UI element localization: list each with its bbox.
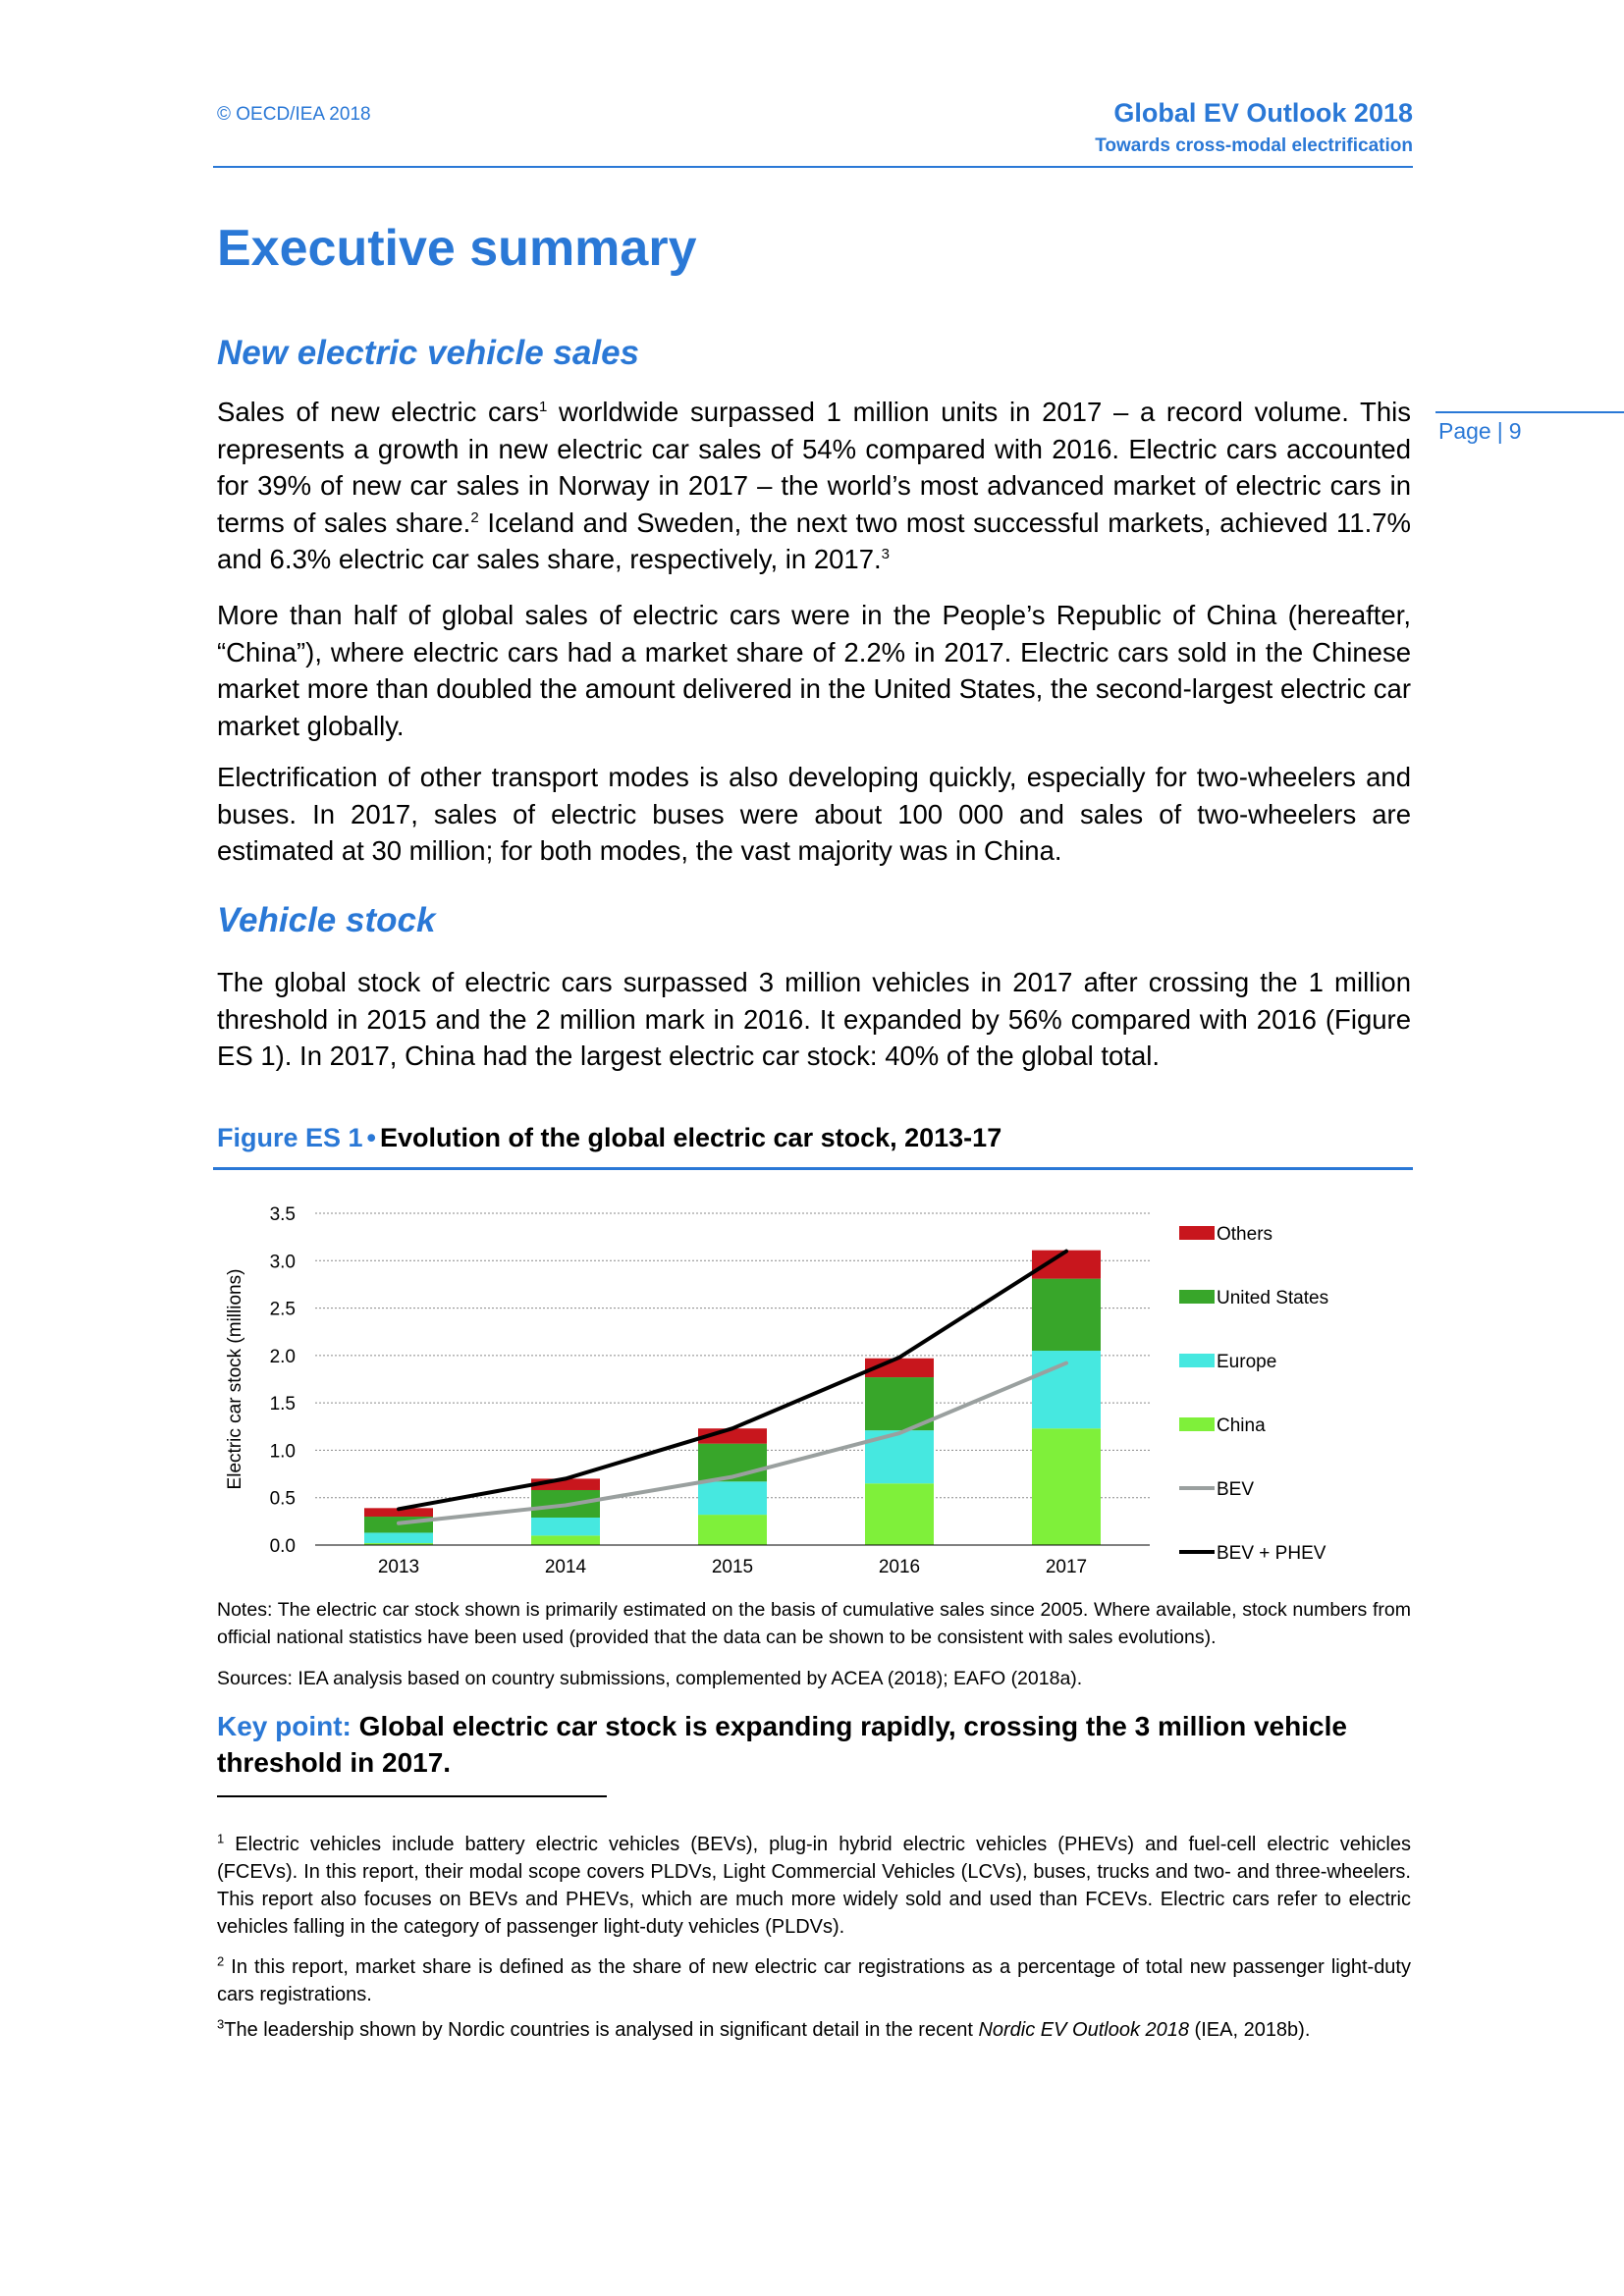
x-tick-label: 2016 (878, 1557, 921, 1577)
paragraph-sales-3: Electrification of other transport modes is also developing quickly, especially for two-wheelers and buses. In 2017, sales of electric buses were about 100 000 and sales of two-wheelers are estimated at 30 million; for both modes, the vast majority was in China. (217, 762, 1411, 866)
y-tick-label: 3.5 (269, 1204, 296, 1225)
figure-caption (217, 1123, 1001, 1153)
figure-sources: Sources: IEA analysis based on country submissions, complemented by ACEA (2018); EAFO (2018a). (217, 1668, 1083, 1689)
footnote-2 (217, 1953, 1411, 2008)
y-tick-label: 0.5 (269, 1488, 296, 1510)
section-heading-sales: New electric vehicle sales (217, 334, 639, 372)
legend-swatch (1179, 1226, 1215, 1240)
copyright: © OECD/IEA 2018 (217, 104, 371, 125)
footnote-ref-2[interactable]: 2 (470, 508, 479, 526)
y-tick-label: 2.0 (269, 1346, 296, 1367)
legend-swatch (1179, 1354, 1215, 1367)
legend-swatch (1179, 1417, 1215, 1431)
footnote-number: 2 (217, 1953, 225, 1969)
page-title: Executive summary (217, 220, 697, 277)
x-tick-label: 2017 (1045, 1557, 1088, 1577)
figure-divider (213, 1167, 1413, 1170)
footnote-text: The leadership shown by Nordic countries is analysed in significant detail in the recent (224, 2019, 979, 2041)
x-tick-label: 2015 (711, 1557, 754, 1577)
footnote-divider (217, 1795, 607, 1797)
legend-label: United States (1217, 1288, 1329, 1308)
paragraph-stock-1: The global stock of electric cars surpassed 3 million vehicles in 2017 after crossing the 1 million threshold in 2015 and the 2 million mark in 2016. It expanded by 56% compared with 2016 (Figure ES 1). In 2017, China had the largest electric car stock: 40% of the global total. (217, 967, 1411, 1071)
footnote-ref-3[interactable]: 3 (881, 545, 890, 562)
figure-bullet: • (366, 1123, 376, 1152)
chart-legend (1179, 1224, 1328, 1564)
y-tick-label: 0.0 (269, 1536, 296, 1557)
y-tick-label: 1.0 (269, 1441, 296, 1463)
footnote-text: Electric vehicles include battery electric vehicles (BEVs), plug-in hybrid electric vehicles (PHEVs) and fuel-cell electric vehicles (FCEVs). In this report, their modal scope covers PLDVs, Light Commercial Vehicles (LCVs), buses, trucks and two- and three-wheelers. This report also focuses on BEVs and PHEVs, which are much more widely sold and used than FCEVs. Electric cars refer to electric vehicles falling in the category of passenger light-duty vehicles (PLDVs). (217, 1834, 1411, 1938)
footnote-1 (217, 1831, 1411, 1941)
publication-subtitle: Towards cross-modal electrification (1095, 135, 1413, 156)
legend-label: China (1217, 1415, 1266, 1436)
legend-swatch (1179, 1290, 1215, 1304)
text-run: Sales of new electric cars (217, 397, 540, 427)
legend-label: BEV (1217, 1479, 1255, 1500)
key-point-text: Global electric car stock is expanding rapidly, crossing the 3 million vehicle threshold in 2017. (217, 1711, 1347, 1778)
bar-china (698, 1515, 767, 1545)
page-number (1438, 418, 1522, 445)
section-heading-stock: Vehicle stock (217, 901, 436, 939)
y-tick-label: 1.5 (269, 1394, 296, 1415)
bar-europe (364, 1532, 433, 1543)
text-run: Iceland and Sweden, the next two most successful markets, achieved 11.7% and 6.3% electric car sales share, respectively, in 2017. (217, 507, 1411, 574)
bar-china (531, 1535, 600, 1545)
legend-label: Others (1217, 1224, 1273, 1245)
bar-china (865, 1483, 934, 1545)
page-label: Page (1438, 418, 1491, 444)
header-divider (213, 166, 1413, 168)
text-run: worldwide surpassed 1 million units in 2017 – a record volume. This represents a growth in new electric car sales of 54% compared with 2016. Electric cars accounted for 39% of new car sales in Norway in 2017 – the world’s most advanced market of electric cars in terms of sales share. (217, 397, 1412, 538)
x-tick-label: 2014 (544, 1557, 587, 1577)
footnote-text: (IEA, 2018b). (1189, 2019, 1311, 2041)
footnote-number: 1 (217, 1831, 225, 1846)
ev-stock-chart (217, 1188, 1356, 1590)
bar-united-states (1032, 1279, 1101, 1351)
publication-title: Global EV Outlook 2018 (1113, 98, 1413, 128)
key-point-label: Key point: (217, 1711, 352, 1741)
bar-europe (698, 1481, 767, 1515)
key-point (217, 1708, 1420, 1781)
page-separator: | (1496, 418, 1503, 444)
footnote-number: 3 (217, 2016, 225, 2032)
figure-title: Evolution of the global electric car stock, 2013-17 (380, 1123, 1002, 1152)
bar-china (1032, 1428, 1101, 1545)
paragraph-sales-1 (217, 394, 1411, 578)
y-axis-label: Electric car stock (millions) (225, 1268, 245, 1490)
y-tick-label: 2.5 (269, 1299, 296, 1320)
paragraph-sales-2: More than half of global sales of electric cars were in the People’s Republic of China (hereafter, “China”), where electric cars had a market share of 2.2% in 2017. Electric cars sold in the Chinese market more than doubled the amount delivered in the United States, the second-largest electric car market globally. (217, 600, 1411, 741)
legend-label: Europe (1217, 1352, 1277, 1372)
figure-notes: Notes: The electric car stock shown is primarily estimated on the basis of cumulative sales since 2005. Where available, stock numbers from official national statistics have been used (provided that the data can be shown to be consistent with sales evolutions). (217, 1599, 1411, 1648)
bar-europe (531, 1518, 600, 1535)
x-tick-label: 2013 (377, 1557, 420, 1577)
footnote-text: In this report, market share is defined as the share of new electric car registrations as a percentage of total new passenger light-duty cars registrations. (217, 1956, 1411, 2005)
footnote-italic-title: Nordic EV Outlook 2018 (978, 2019, 1189, 2041)
footnote-3 (217, 2016, 1411, 2044)
figure-label: Figure ES 1 (217, 1123, 363, 1152)
footnote-ref-1[interactable]: 1 (539, 398, 548, 415)
chart-bars (364, 1251, 1101, 1545)
page-number-divider (1435, 411, 1624, 413)
y-tick-label: 3.0 (269, 1252, 296, 1273)
legend-label: BEV + PHEV (1217, 1543, 1326, 1564)
page-number-value: 9 (1508, 418, 1522, 444)
